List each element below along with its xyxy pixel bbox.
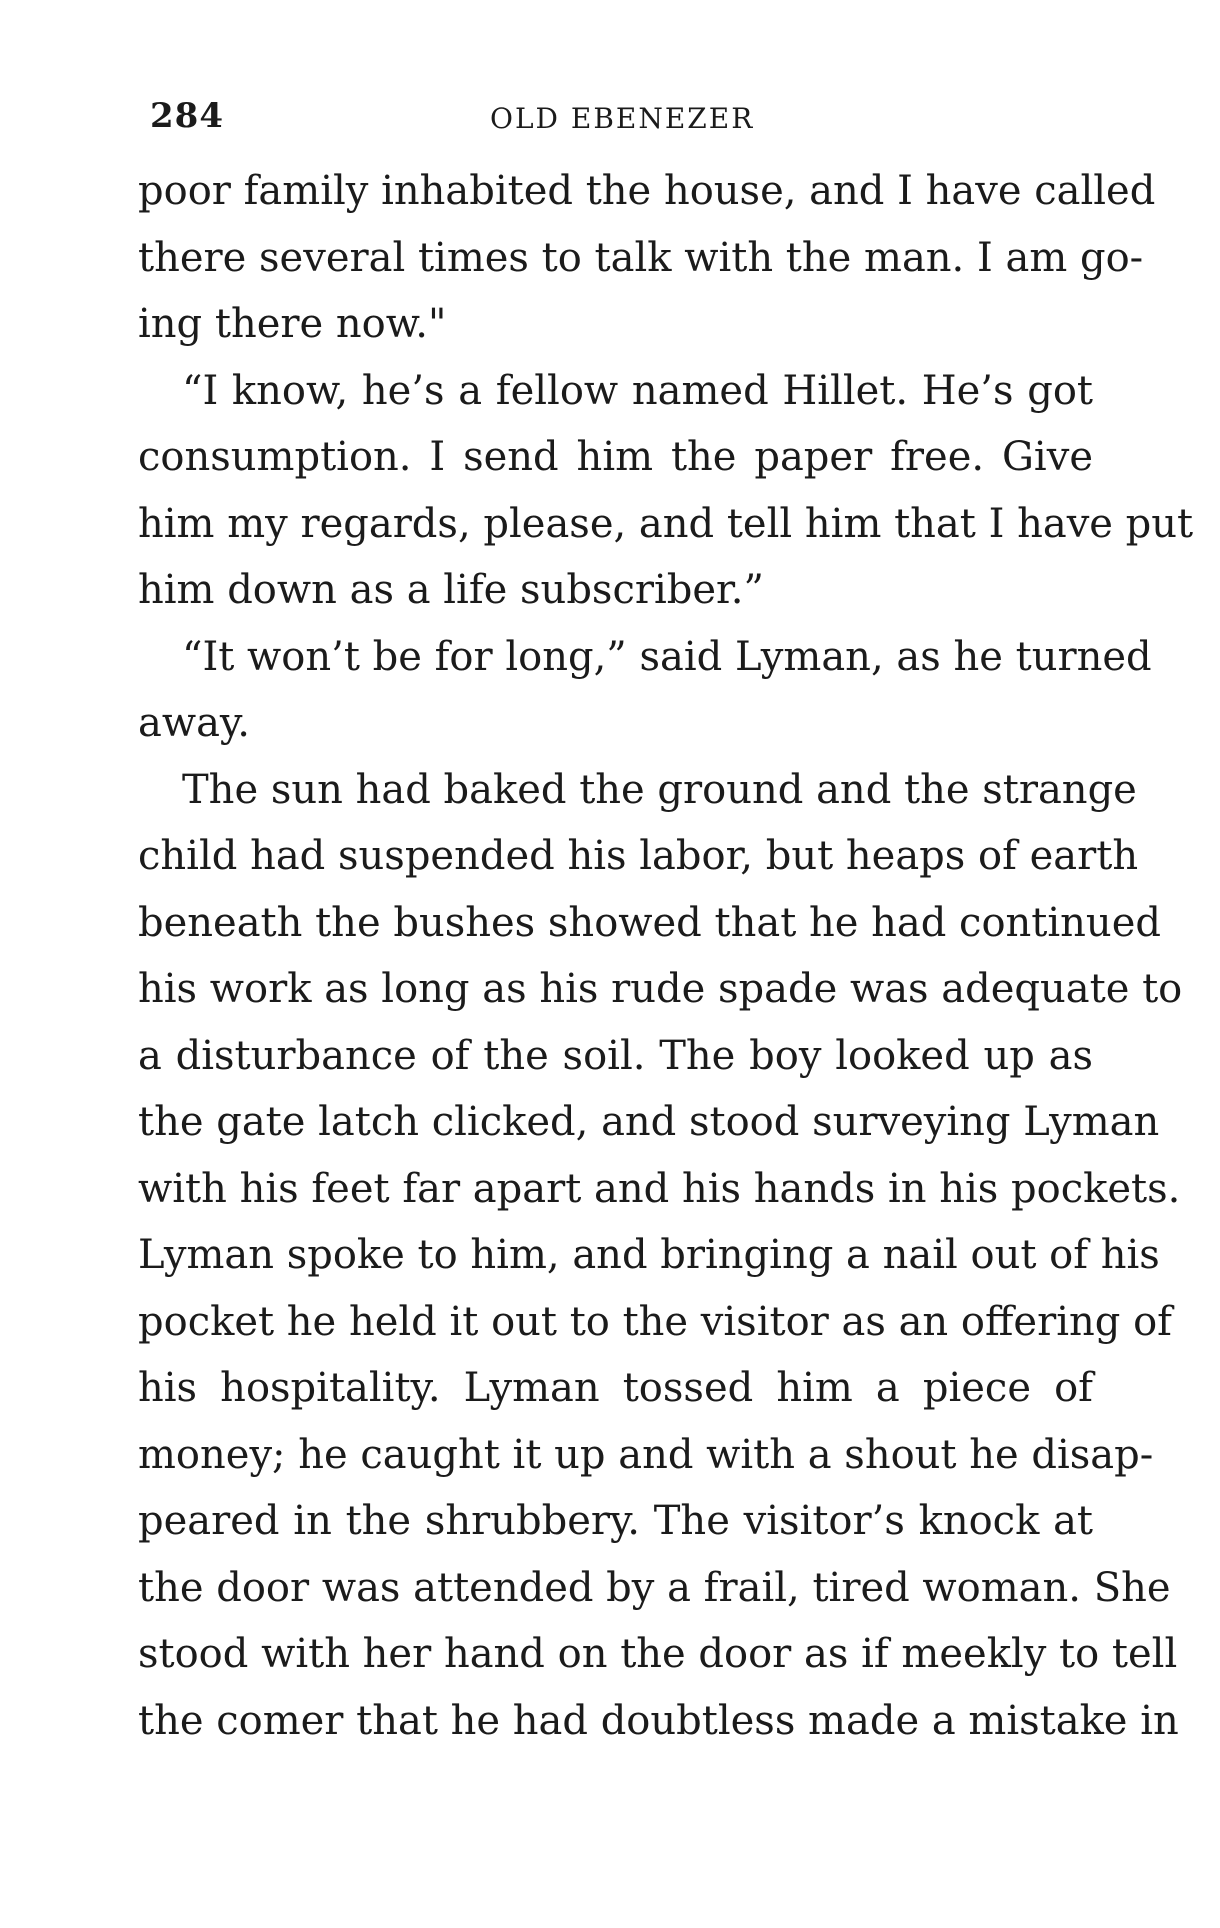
text-line: him down as a life subscriber.” [138, 567, 764, 613]
text-line: his work as long as his rude spade was adequate to [138, 966, 1183, 1012]
text-line: child had suspended his labor, but heaps of earth [138, 833, 1139, 879]
paragraph [138, 358, 1194, 624]
text-line: with his feet far apart and his hands in his pockets. [138, 1165, 1181, 1212]
page-header [150, 96, 1070, 146]
text-line: him my regards, please, and tell him that I have put [138, 500, 1194, 547]
running-title: OLD EBENEZER [490, 102, 755, 135]
text-line: “I know, he’s a fellow named Hillet. He’s got [182, 367, 1093, 414]
text-line: the comer that he had doubtless made a mistake in [138, 1697, 1179, 1744]
paragraph [138, 757, 1183, 1755]
text-line: “It won’t be for long,” said Lyman, as he turned [182, 633, 1152, 680]
text-line: the door was attended by a frail, tired woman. She [138, 1564, 1171, 1611]
text-line: poor family inhabited the house, and I have called [138, 168, 1156, 214]
text-line: there several times to talk with the man. I am go- [138, 234, 1144, 281]
text-line: consumption. I send him the paper free. Give [138, 434, 1093, 480]
text-line: a disturbance of the soil. The boy looked up as [138, 1032, 1093, 1079]
text-line: The sun had baked the ground and the strange [182, 766, 1137, 813]
text-line: Lyman spoke to him, and bringing a nail out of his [138, 1232, 1160, 1278]
paragraph [138, 624, 1152, 757]
text-line: beneath the bushes showed that he had continued [138, 899, 1161, 946]
text-line: away. [138, 700, 250, 746]
text-line: pocket he held it out to the visitor as an offering of [138, 1298, 1172, 1345]
text-line: the gate latch clicked, and stood surveying Lyman [138, 1099, 1160, 1145]
body-text [138, 158, 1194, 1754]
text-line: his hospitality. Lyman tossed him a piece of [138, 1365, 1093, 1411]
text-line: ing there now." [138, 301, 447, 347]
text-line: stood with her hand on the door as if meekly to tell [138, 1631, 1178, 1677]
paragraph [138, 158, 1156, 358]
text-line: peared in the shrubbery. The visitor’s knock at [138, 1498, 1093, 1544]
text-line: money; he caught it up and with a shout he disap- [138, 1431, 1154, 1478]
page-number: 284 [150, 96, 224, 136]
